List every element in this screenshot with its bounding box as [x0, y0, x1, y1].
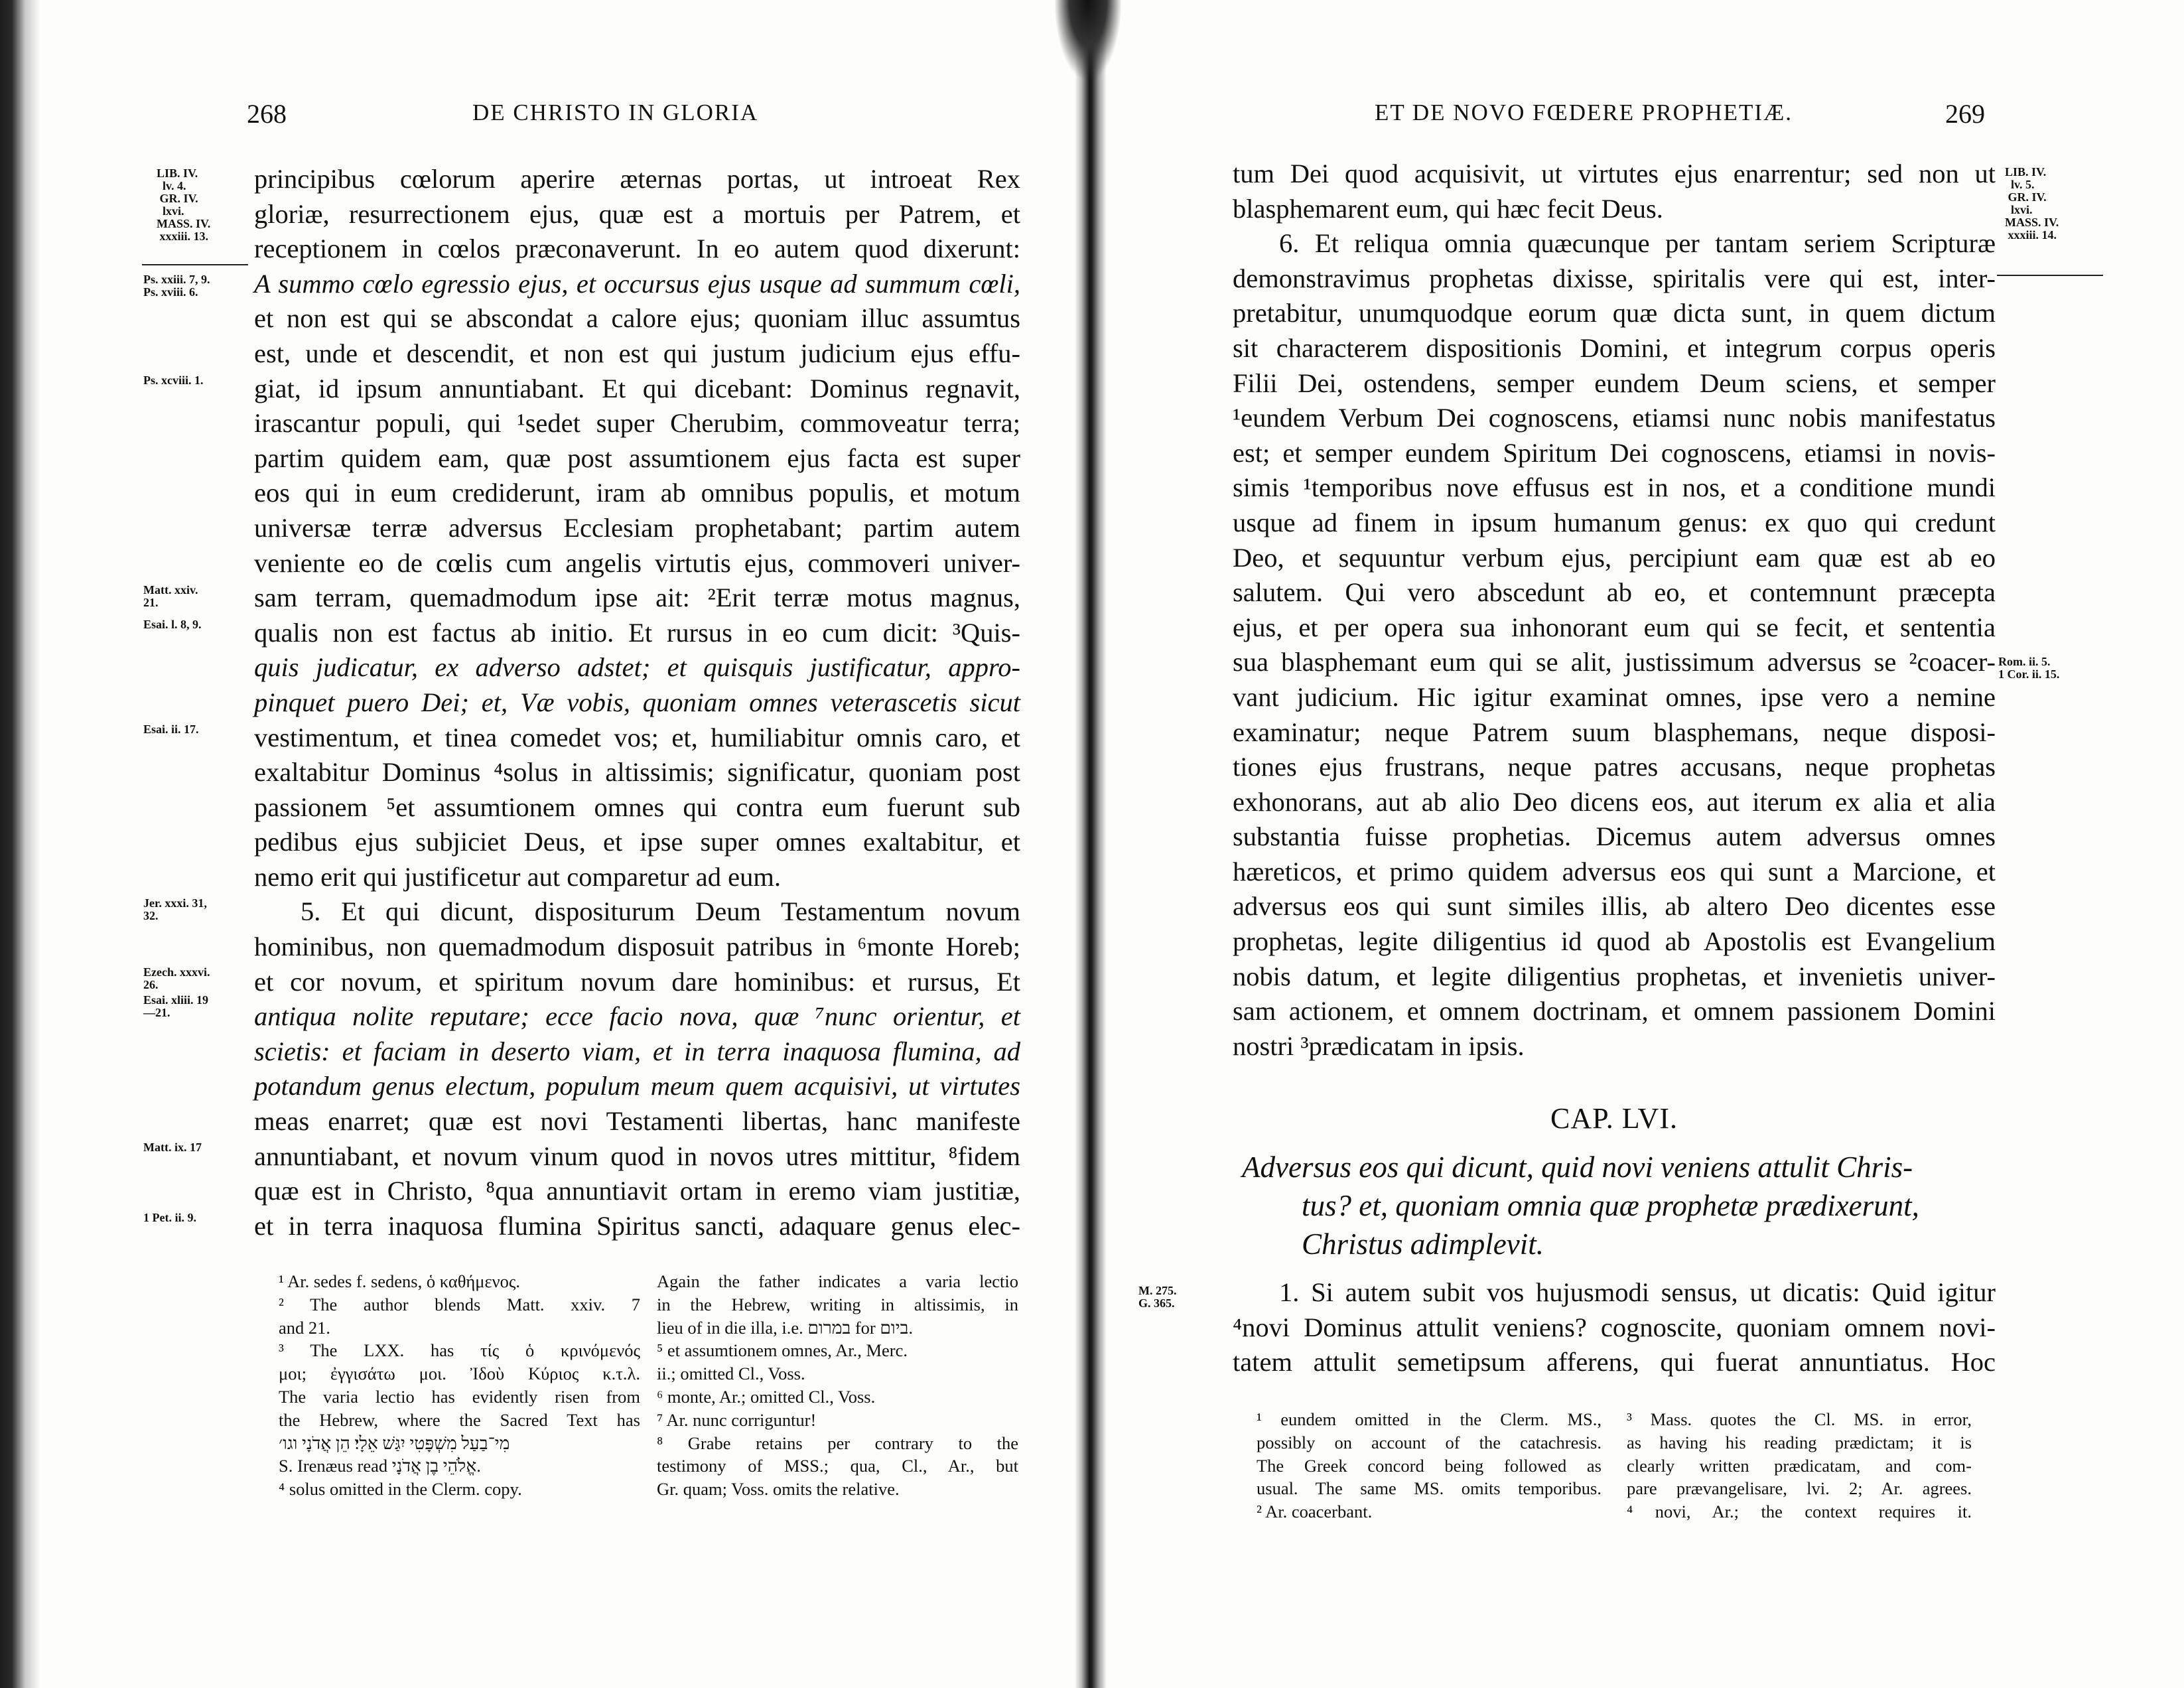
- text-line: vestimentum, et tinea comedet vos; et, humiliabitur omnis caro, et: [254, 722, 1020, 752]
- text-line: universæ terræ adversus Ecclesiam prophetabant; partim autem: [254, 512, 1020, 543]
- footnote-line: ¹ eundem omitted in the Clerm. MS.,: [1257, 1409, 1602, 1429]
- text-line: giat, id ipsum annuntiabant. Et qui dicebant: Dominus regnavit,: [254, 373, 1020, 403]
- text-line: 1. Si autem subit vos hujusmodi sensus, ut dicatis: Quid igitur: [1279, 1277, 1996, 1307]
- text-line: A summo cœlo egressio ejus, et occursus ejus usque ad summum cœli,: [254, 268, 1020, 299]
- text-line: Filii Dei, ostendens, semper eundem Deum sciens, et semper: [1233, 368, 1996, 398]
- text-line: hæreticos, et primo quidem adversus eos qui sunt a Marcione, et: [1233, 856, 1996, 886]
- text-line: annuntiabant, et novum vinum quod in novos utres mittitur, ⁸fidem: [254, 1141, 1020, 1171]
- text-line: hominibus, non quemadmodum disposuit patribus in ⁶monte Horeb;: [254, 932, 1020, 962]
- footnote-line: The Greek concord being followed as: [1257, 1455, 1602, 1476]
- text-line: 6. Et reliqua omnia quæcunque per tantam seriem Scripturæ: [1279, 228, 1996, 259]
- footnote-line: ³ The LXX. has τίς ὁ κρινόμενός: [279, 1340, 640, 1361]
- margin-note: Ezech. xxxvi. 26.: [143, 965, 210, 991]
- text-line: et cor novum, et spiritum novum dare hominibus: et rursus, Et: [254, 966, 1020, 997]
- book-gutter-shadow: [1075, 0, 1107, 1688]
- footnote-line: clearly written prædicatam, and com-: [1627, 1455, 1972, 1476]
- text-line: sam actionem, et omnem doctrinam, et omnem passionem Domini: [1233, 996, 1996, 1026]
- subtitle-line: tus? et, quoniam omnia quæ prophetæ prædixerunt,: [1302, 1189, 1919, 1222]
- text-line: sam terram, quemadmodum ipse ait: ²Erit terræ motus magnus,: [254, 583, 1020, 613]
- text-line: demonstravimus prophetas dixisse, spiritalis vere qui est, inter-: [1233, 263, 1996, 293]
- text-line: usque ad finem in ipsum humanum genus: ex quo qui credunt: [1233, 507, 1996, 537]
- text-line: veniente eo de cœlis cum angelis virtutis ejus, commoveri univer-: [254, 547, 1020, 578]
- margin-note: Ps. xxiii. 7, 9. Ps. xviii. 6.: [143, 273, 210, 299]
- footnote-line: ² The author blends Matt. xxiv. 7: [279, 1294, 640, 1314]
- footnote-line: ⁴ solus omitted in the Clerm. copy.: [279, 1479, 522, 1500]
- text-line: sit characterem dispositionis Domini, et integrum corpus operis: [1233, 332, 1996, 363]
- chapter-title: CAP. LVI.: [1550, 1102, 1678, 1135]
- margin-note-divider: [142, 264, 248, 265]
- footnote-line: ⁷ Ar. nunc corriguntur!: [657, 1409, 817, 1430]
- left-footnotes-col1: [279, 1270, 640, 1501]
- text-line: gloriæ, resurrectionem ejus, quæ est a mortuis per Patrem, et: [254, 198, 1020, 229]
- text-line: substantia fuisse prophetias. Dicemus autem adversus omnes: [1233, 821, 1996, 852]
- left-body-text: [254, 162, 1020, 1243]
- text-line: salutem. Qui vero abscedunt ab eo, et contemnunt præcepta: [1233, 577, 1996, 608]
- footnote-line: ⁸ Grabe retains per contrary to the: [657, 1433, 1018, 1453]
- footnote-line: ³ Mass. quotes the Cl. MS. in error,: [1627, 1409, 1972, 1429]
- footnote-line: possibly on account of the catachresis.: [1257, 1432, 1602, 1452]
- margin-note: Rom. ii. 5. 1 Cor. ii. 15.: [1998, 655, 2060, 681]
- footnote-line: S. Irenæus read אֱלֹהֵי בֶן אֲדֹנָי.: [279, 1456, 481, 1476]
- text-line: 5. Et qui dicunt, dispositurum Deum Testamentum novum: [301, 896, 1020, 927]
- margin-note: Esai. ii. 17.: [143, 723, 199, 736]
- text-line: est, unde et descendit, et non est qui justum judicium ejus effu-: [254, 338, 1020, 368]
- text-line: vant judicium. Hic igitur examinat omnes, ipse vero a nemine: [1233, 681, 1996, 712]
- footnote-line: lieu of in die illa, i.e. במרום for ביום.: [657, 1317, 914, 1338]
- footnote-line: testimony of MSS.; qua, Cl., Ar., but: [657, 1456, 1018, 1476]
- text-line: quæ est in Christo, ⁸qua annuntiavit ortam in eremo viam justitiæ,: [254, 1176, 1020, 1206]
- text-line: potandum genus electum, populum meum quem acquisivi, ut virtutes: [254, 1071, 1020, 1101]
- footnote-line: Gr. quam; Voss. omits the relative.: [657, 1479, 900, 1500]
- margin-note: LIB. IV. lv. 5. GR. IV. lxvi. MASS. IV. xxxiii. 14.: [2005, 165, 2059, 242]
- margin-note: LIB. IV. lv. 4. GR. IV. lxvi. MASS. IV. xxxiii. 13.: [157, 167, 211, 243]
- right-page: [1096, 0, 2184, 1688]
- margin-note: Matt. xxiv. 21.: [143, 583, 198, 609]
- footnote-line: מִי־בַעַל מִשְׁפָּטִי יִגַּשׁ אֵלָי׃ הֵן אֲדֹנָי וגו׳: [279, 1433, 510, 1453]
- footnote-line: the Hebrew, where the Sacred Text has: [279, 1409, 640, 1430]
- text-line: pedibus ejus subjiciet Deus, et ipse super omnes exaltabitur, et: [254, 827, 1020, 857]
- text-line: antiqua nolite reputare; ecce facio nova, quæ ⁷nunc orientur, et: [254, 1001, 1020, 1032]
- right-running-head: ET DE NOVO FŒDERE PROPHETIÆ.: [1375, 100, 1793, 125]
- footnote-line: and 21.: [279, 1317, 331, 1338]
- footnote-line: ⁴ novi, Ar.; the context requires it.: [1627, 1502, 1972, 1522]
- margin-note: Esai. xliii. 19 —21.: [143, 993, 209, 1019]
- text-line: ejus, et per opera sua inhonorant eum qui se fecit, et sententia: [1233, 612, 1996, 642]
- text-line: meas enarret; quæ est novi Testamenti libertas, hanc manifeste: [254, 1106, 1020, 1137]
- text-line: simis ¹temporibus nove effusus est in nos, et a conditione mundi: [1233, 472, 1996, 503]
- text-line: partim quidem eam, quæ post assumtionem ejus facta est super: [254, 443, 1020, 473]
- text-line: Deo, et sequuntur verbum ejus, percipiunt eam quæ est ab eo: [1233, 542, 1996, 573]
- text-line: eos qui in eum crediderunt, iram ab omnibus populis, et motum: [254, 478, 1020, 508]
- margin-note-divider: [1997, 275, 2103, 276]
- text-line: sua blasphemant eum qui se alit, justissimum adversus se ²coacer-: [1233, 647, 1996, 677]
- left-page-number: 268: [247, 99, 287, 129]
- margin-note: 1 Pet. ii. 9.: [143, 1211, 196, 1224]
- text-line: ¹eundem Verbum Dei cognoscens, etiamsi nunc nobis manifestatus: [1233, 403, 1996, 433]
- text-line: adversus eos qui sunt similes illis, ab altero Deo dicentes esse: [1233, 891, 1996, 922]
- text-line: exaltabitur Dominus ⁴solus in altissimis; significatur, quoniam post: [254, 757, 1020, 788]
- text-line: et in terra inaquosa flumina Spiritus sancti, adaquare genus elec-: [254, 1210, 1020, 1241]
- footnote-line: ii.; omitted Cl., Voss.: [657, 1364, 805, 1384]
- right-footnotes-col1: [1257, 1408, 1602, 1523]
- footnote-line: pare prævangelisare, lvi. 2; Ar. agrees.: [1627, 1478, 1972, 1499]
- text-line: scietis: et faciam in deserto viam, et in terra inaquosa flumina, ad: [254, 1036, 1020, 1066]
- margin-note: Esai. l. 8, 9.: [143, 618, 202, 631]
- footnote-line: The varia lectio has evidently risen from: [279, 1386, 640, 1407]
- text-line: principibus cœlorum aperire æternas portas, ut introeat Rex: [254, 164, 1020, 194]
- text-line: pinquet puero Dei; et, Væ vobis, quoniam omnes veterascetis sicut: [254, 687, 1020, 717]
- text-line: et non est qui se abscondat a calore ejus; quoniam illuc assumtus: [254, 303, 1020, 334]
- subtitle-line: Christus adimplevit.: [1302, 1228, 1544, 1261]
- text-line: est; et semper eundem Spiritum Dei cognoscens, etiamsi in novis-: [1233, 437, 1996, 468]
- margin-note: M. 275. G. 365.: [1138, 1284, 1177, 1310]
- text-line: passionem ⁵et assumtionem omnes qui contra eum fuerunt sub: [254, 792, 1020, 822]
- text-line: receptionem in cœlos præconaverunt. In eo autem quod dixerunt:: [254, 234, 1020, 264]
- footnote-line: μοι; ἐγγισάτω μοι. Ἰδοὺ Κύριος κ.τ.λ.: [279, 1364, 640, 1384]
- text-line: prophetas, legite diligentius id quod ab Apostolis est Evangelium: [1233, 926, 1996, 957]
- right-body-text: [1233, 157, 1996, 1064]
- footnote-line: ⁵ et assumtionem omnes, Ar., Merc.: [657, 1340, 908, 1361]
- left-footnotes-col2: [657, 1270, 1018, 1501]
- chapter-body-text: [1233, 1275, 1996, 1380]
- text-line: examinatur; neque Patrem suum blasphemans, neque disposi-: [1233, 717, 1996, 747]
- text-line: tum Dei quod acquisivit, ut virtutes ejus enarrentur; sed non ut: [1233, 159, 1996, 188]
- text-line: quis judicatur, ex adverso adstet; et quisquis justificatur, appro-: [254, 652, 1020, 683]
- subtitle-line: Adversus eos qui dicunt, quid novi veniens attulit Chris-: [1242, 1151, 1913, 1184]
- footnote-line: usual. The same MS. omits temporibus.: [1257, 1478, 1602, 1499]
- left-page: [0, 0, 1088, 1688]
- footnote-line: ¹ Ar. sedes f. sedens, ὁ καθήμενος.: [279, 1271, 520, 1291]
- footnote-line: Again the father indicates a varia lectio: [657, 1271, 1018, 1291]
- text-line: nobis datum, et legite diligentius prophetas, et invenietis univer-: [1233, 961, 1996, 991]
- text-line: qualis non est factus ab initio. Et rursus in eo cum dicit: ³Quis-: [254, 617, 1020, 648]
- chapter-subtitle: [1242, 1148, 1998, 1263]
- text-line: tatem attulit semetipsum afferens, qui fuerat annuntiatus. Hoc: [1233, 1347, 1996, 1377]
- margin-note: Matt. ix. 17: [143, 1141, 202, 1154]
- text-line: nemo erit qui justificetur aut comparetur ad eum.: [254, 861, 781, 892]
- text-line: pretabitur, unumquodque eorum quæ dicta sunt, in quem dictum: [1233, 298, 1996, 328]
- right-footnotes-col2: [1627, 1408, 1972, 1523]
- footnote-line: as having his reading prædictam; it is: [1627, 1432, 1972, 1452]
- footnote-line: in the Hebrew, writing in altissimis, in: [657, 1294, 1018, 1314]
- text-line: blasphemarent eum, qui hæc fecit Deus.: [1233, 193, 1663, 224]
- left-running-head: DE CHRISTO IN GLORIA: [472, 100, 759, 125]
- footnote-line: ⁶ monte, Ar.; omitted Cl., Voss.: [657, 1386, 876, 1407]
- margin-note: Ps. xcviii. 1.: [143, 374, 204, 387]
- margin-note: Jer. xxxi. 31, 32.: [143, 896, 207, 922]
- text-line: irascantur populi, qui ¹sedet super Cherubim, commoveatur terra;: [254, 408, 1020, 439]
- right-page-number: 269: [1945, 99, 1985, 129]
- text-line: ⁴novi Dominus attulit veniens? cognoscite, quoniam omnem novi-: [1233, 1312, 1996, 1342]
- footnote-line: ² Ar. coacerbant.: [1257, 1502, 1373, 1522]
- book-binding-shadow: [0, 0, 40, 1688]
- text-line: tiones ejus frustrans, neque patres accusans, neque prophetas: [1233, 752, 1996, 782]
- text-line: exhonorans, aut ab alio Deo dicens eos, aut iterum ex alia et alia: [1233, 786, 1996, 817]
- book-gutter-top-shadow: [1055, 0, 1121, 80]
- text-line: nostri ³prædicatam in ipsis.: [1233, 1030, 1525, 1061]
